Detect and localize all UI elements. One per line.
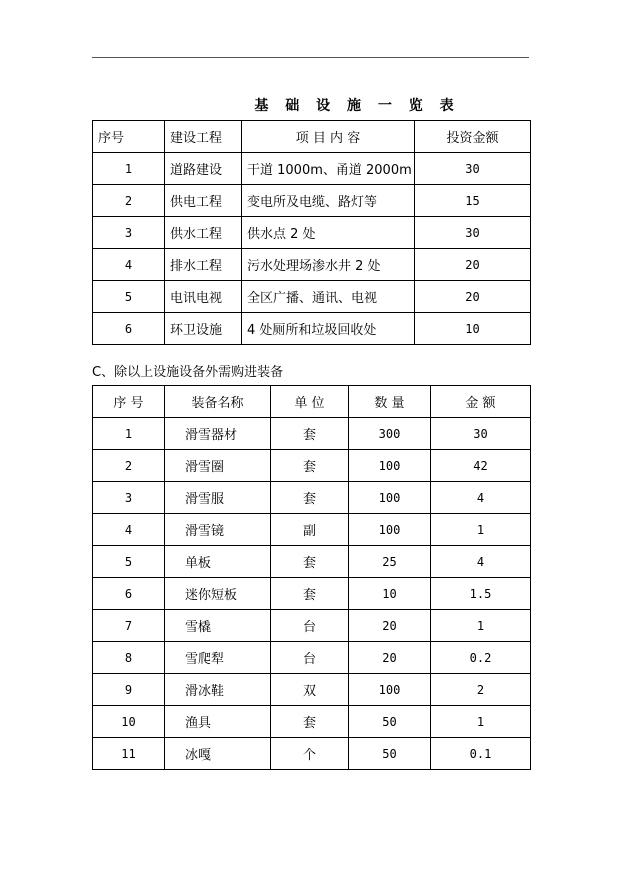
cell-index: 11 bbox=[93, 738, 165, 770]
cell-equipment-name: 单板 bbox=[165, 546, 271, 578]
cell-index: 2 bbox=[93, 450, 165, 482]
cell-content: 干道 1000m、甬道 2000m bbox=[242, 153, 415, 185]
cell-unit: 套 bbox=[271, 450, 349, 482]
cell-project: 电讯电视 bbox=[165, 281, 242, 313]
table-row bbox=[93, 514, 531, 546]
cell-investment: 20 bbox=[415, 249, 531, 281]
cell-equipment-name: 滑雪镜 bbox=[165, 514, 271, 546]
header-cell: 数 量 bbox=[349, 386, 431, 418]
cell-project: 道路建设 bbox=[165, 153, 242, 185]
cell-amount: 4 bbox=[431, 482, 531, 514]
cell-index: 3 bbox=[93, 217, 165, 249]
cell-content: 全区广播、通讯、电视 bbox=[242, 281, 415, 313]
table-header-row bbox=[93, 386, 531, 418]
header-rule bbox=[92, 57, 529, 58]
cell-quantity: 20 bbox=[349, 642, 431, 674]
table-row bbox=[93, 249, 531, 281]
cell-investment: 15 bbox=[415, 185, 531, 217]
cell-unit: 台 bbox=[271, 610, 349, 642]
cell-quantity: 100 bbox=[349, 514, 431, 546]
table-row bbox=[93, 642, 531, 674]
cell-equipment-name: 滑雪服 bbox=[165, 482, 271, 514]
table-row bbox=[93, 482, 531, 514]
cell-equipment-name: 冰嘎 bbox=[165, 738, 271, 770]
cell-index: 6 bbox=[93, 578, 165, 610]
cell-amount: 1 bbox=[431, 706, 531, 738]
cell-equipment-name: 滑雪圈 bbox=[165, 450, 271, 482]
cell-amount: 30 bbox=[431, 418, 531, 450]
cell-quantity: 20 bbox=[349, 610, 431, 642]
cell-equipment-name: 雪爬犁 bbox=[165, 642, 271, 674]
cell-project: 供水工程 bbox=[165, 217, 242, 249]
table-row bbox=[93, 738, 531, 770]
header-cell: 序 号 bbox=[93, 386, 165, 418]
table-row bbox=[93, 313, 531, 345]
header-cell: 装备名称 bbox=[165, 386, 271, 418]
cell-quantity: 25 bbox=[349, 546, 431, 578]
table-row bbox=[93, 418, 531, 450]
cell-equipment-name: 滑雪器材 bbox=[165, 418, 271, 450]
cell-quantity: 100 bbox=[349, 674, 431, 706]
cell-equipment-name: 迷你短板 bbox=[165, 578, 271, 610]
table-row bbox=[93, 674, 531, 706]
cell-index: 1 bbox=[93, 153, 165, 185]
cell-investment: 30 bbox=[415, 153, 531, 185]
cell-equipment-name: 渔具 bbox=[165, 706, 271, 738]
cell-amount: 0.1 bbox=[431, 738, 531, 770]
cell-index: 4 bbox=[93, 249, 165, 281]
cell-index: 1 bbox=[93, 418, 165, 450]
cell-index: 6 bbox=[93, 313, 165, 345]
cell-unit: 套 bbox=[271, 706, 349, 738]
header-cell: 序号 bbox=[93, 121, 165, 153]
section-heading: C、除以上设施设备外需购进装备 bbox=[92, 365, 284, 380]
cell-amount: 1 bbox=[431, 610, 531, 642]
cell-project: 供电工程 bbox=[165, 185, 242, 217]
cell-equipment-name: 雪橇 bbox=[165, 610, 271, 642]
cell-investment: 10 bbox=[415, 313, 531, 345]
table-row bbox=[93, 153, 531, 185]
cell-unit: 套 bbox=[271, 578, 349, 610]
infrastructure-table bbox=[92, 120, 531, 345]
header-cell: 单 位 bbox=[271, 386, 349, 418]
table-row bbox=[93, 578, 531, 610]
cell-quantity: 10 bbox=[349, 578, 431, 610]
cell-unit: 套 bbox=[271, 546, 349, 578]
cell-index: 2 bbox=[93, 185, 165, 217]
cell-amount: 42 bbox=[431, 450, 531, 482]
table-row bbox=[93, 185, 531, 217]
table-row bbox=[93, 217, 531, 249]
table-row bbox=[93, 610, 531, 642]
cell-quantity: 100 bbox=[349, 482, 431, 514]
header-cell: 投资金额 bbox=[415, 121, 531, 153]
cell-unit: 个 bbox=[271, 738, 349, 770]
cell-index: 9 bbox=[93, 674, 165, 706]
cell-amount: 0.2 bbox=[431, 642, 531, 674]
cell-index: 10 bbox=[93, 706, 165, 738]
cell-index: 5 bbox=[93, 546, 165, 578]
cell-index: 3 bbox=[93, 482, 165, 514]
table-row bbox=[93, 546, 531, 578]
cell-content: 变电所及电缆、路灯等 bbox=[242, 185, 415, 217]
equipment-table bbox=[92, 385, 531, 770]
table-row bbox=[93, 281, 531, 313]
cell-amount: 1.5 bbox=[431, 578, 531, 610]
cell-quantity: 300 bbox=[349, 418, 431, 450]
cell-unit: 套 bbox=[271, 482, 349, 514]
cell-project: 排水工程 bbox=[165, 249, 242, 281]
header-cell: 建设工程 bbox=[165, 121, 242, 153]
table-row bbox=[93, 706, 531, 738]
cell-amount: 4 bbox=[431, 546, 531, 578]
cell-index: 4 bbox=[93, 514, 165, 546]
cell-content: 供水点 2 处 bbox=[242, 217, 415, 249]
cell-index: 7 bbox=[93, 610, 165, 642]
cell-amount: 1 bbox=[431, 514, 531, 546]
cell-index: 5 bbox=[93, 281, 165, 313]
cell-unit: 台 bbox=[271, 642, 349, 674]
cell-unit: 副 bbox=[271, 514, 349, 546]
table-row bbox=[93, 450, 531, 482]
header-cell: 金 额 bbox=[431, 386, 531, 418]
cell-investment: 30 bbox=[415, 217, 531, 249]
cell-unit: 套 bbox=[271, 418, 349, 450]
cell-amount: 2 bbox=[431, 674, 531, 706]
page-title: 基 础 设 施 一 览 表 bbox=[254, 98, 460, 114]
cell-quantity: 100 bbox=[349, 450, 431, 482]
cell-content: 污水处理场渗水井 2 处 bbox=[242, 249, 415, 281]
cell-unit: 双 bbox=[271, 674, 349, 706]
cell-equipment-name: 滑冰鞋 bbox=[165, 674, 271, 706]
cell-project: 环卫设施 bbox=[165, 313, 242, 345]
cell-content: 4 处厕所和垃圾回收处 bbox=[242, 313, 415, 345]
header-cell: 项 目 内 容 bbox=[242, 121, 415, 153]
table-header-row bbox=[93, 121, 531, 153]
cell-index: 8 bbox=[93, 642, 165, 674]
cell-quantity: 50 bbox=[349, 738, 431, 770]
cell-investment: 20 bbox=[415, 281, 531, 313]
cell-quantity: 50 bbox=[349, 706, 431, 738]
